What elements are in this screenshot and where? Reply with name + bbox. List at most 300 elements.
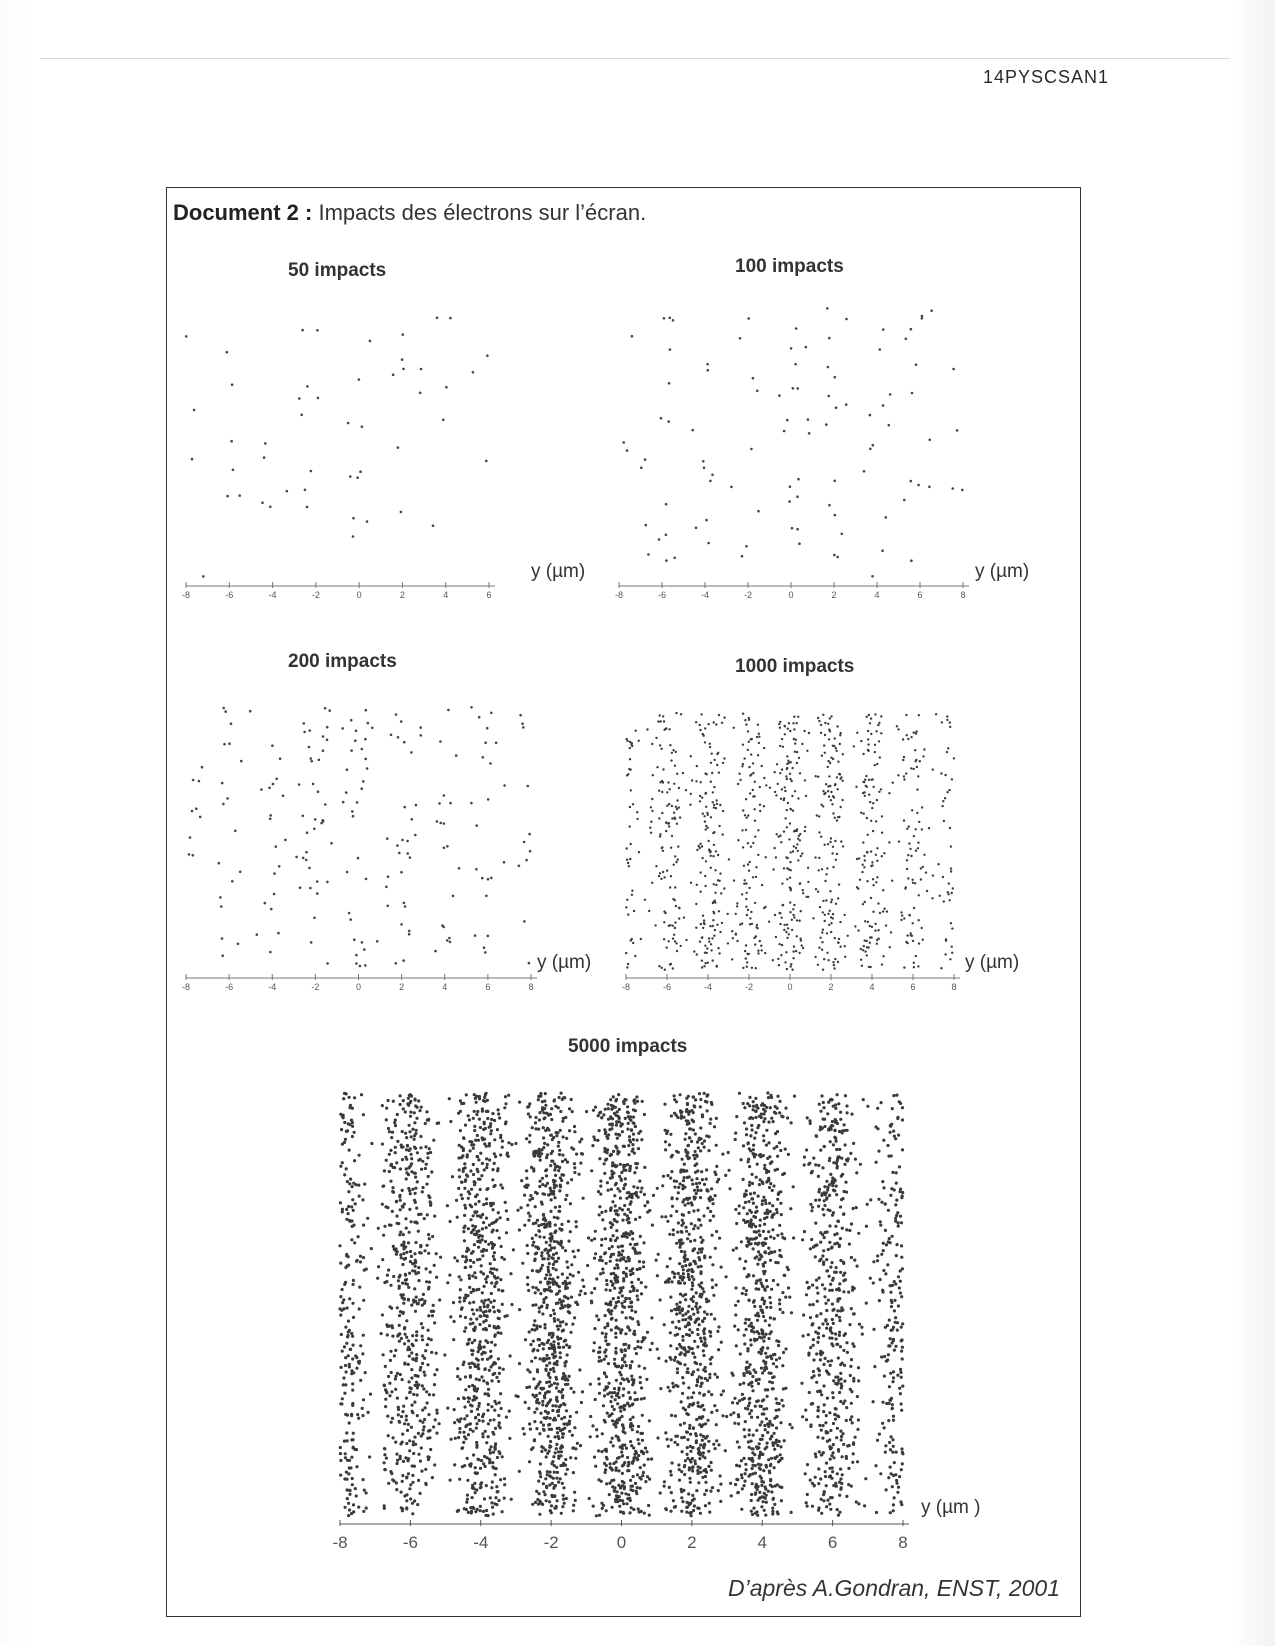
impact-dot <box>717 1489 720 1492</box>
impact-dot <box>715 1230 718 1233</box>
impact-dot <box>899 1102 902 1105</box>
impact-dot <box>339 1459 342 1462</box>
impact-dot <box>479 1509 482 1512</box>
impact-dot <box>827 959 829 961</box>
impact-dot <box>497 1414 500 1417</box>
impact-dot <box>828 924 830 926</box>
impact-dot <box>501 1455 504 1458</box>
impact-dot <box>792 950 794 952</box>
impact-dot <box>629 1423 632 1426</box>
impact-dot <box>434 1418 437 1421</box>
impact-dot <box>758 736 760 738</box>
impact-dot <box>615 1494 618 1497</box>
impact-dot <box>752 1274 755 1277</box>
impact-dot <box>695 780 697 782</box>
impact-dot <box>712 801 714 803</box>
impact-dot <box>797 478 800 481</box>
impact-dot <box>568 1129 571 1132</box>
impact-dot <box>842 1443 845 1446</box>
impact-dot <box>462 1147 465 1150</box>
impact-dot <box>615 1301 618 1304</box>
impact-dot <box>723 716 725 718</box>
impact-dot <box>835 1266 838 1269</box>
impact-dot <box>344 1281 347 1284</box>
impact-dot <box>724 1174 727 1177</box>
impact-dot <box>628 865 630 867</box>
impact-dot <box>840 1175 843 1178</box>
impact-dot <box>348 912 351 915</box>
impact-dot <box>880 732 882 734</box>
impact-dot <box>638 1260 641 1263</box>
impact-dot <box>720 892 722 894</box>
impact-dot <box>760 1104 763 1107</box>
impact-dot <box>744 719 746 721</box>
impact-dot <box>667 781 669 783</box>
impact-dot <box>470 706 473 709</box>
impact-dot <box>476 1110 479 1113</box>
impact-dot <box>637 1507 640 1510</box>
impact-dot <box>551 1353 554 1356</box>
impact-dot <box>547 1339 550 1342</box>
x-tick-label: -6 <box>662 982 672 992</box>
impact-dot <box>891 1284 894 1287</box>
impact-dot <box>424 1167 427 1170</box>
impact-dot <box>469 1169 472 1172</box>
impact-dot <box>314 818 317 821</box>
impact-dot <box>198 780 201 783</box>
impact-dot <box>485 1157 488 1160</box>
impact-dot <box>578 1140 581 1143</box>
impact-dot <box>830 1261 833 1264</box>
impact-dot <box>838 1494 841 1497</box>
impact-dot <box>759 940 761 942</box>
impact-dot <box>843 1380 846 1383</box>
impact-dot <box>536 1349 539 1352</box>
impact-dot <box>486 727 489 730</box>
impact-dot <box>320 822 323 825</box>
impact-dot <box>260 788 263 791</box>
impact-dot <box>404 905 407 908</box>
impact-dot <box>772 1498 775 1501</box>
impact-dot <box>388 1153 391 1156</box>
impact-dot <box>543 1289 546 1292</box>
impact-dot <box>747 730 749 732</box>
impact-dot <box>892 1474 895 1477</box>
impact-dot <box>349 1348 352 1351</box>
impact-dot <box>822 1249 825 1252</box>
impact-dot <box>867 738 869 740</box>
impact-dot <box>352 1371 355 1374</box>
impact-dot <box>477 1246 480 1249</box>
impact-dot <box>631 890 633 892</box>
impact-dot <box>390 1371 393 1374</box>
impact-dot <box>544 1277 547 1280</box>
impact-dot <box>630 1360 633 1363</box>
impact-dot <box>501 1510 504 1513</box>
impact-dot <box>869 722 871 724</box>
impact-dot <box>365 1491 368 1494</box>
impact-dot <box>786 1266 789 1269</box>
impact-dot <box>681 1376 684 1379</box>
impact-dot <box>692 1509 695 1512</box>
impact-dot <box>436 317 439 320</box>
impact-dot <box>869 942 871 944</box>
impact-dot <box>435 1368 438 1371</box>
impact-dot <box>784 1347 787 1350</box>
impact-dot <box>890 1435 893 1438</box>
impact-dot <box>389 1359 392 1362</box>
impact-dot <box>833 480 836 483</box>
impact-dot <box>834 376 837 379</box>
impact-dot <box>808 1391 811 1394</box>
impact-dot <box>645 524 648 527</box>
impact-dot <box>778 964 780 966</box>
impact-dot <box>539 1092 542 1095</box>
impact-dot <box>424 1349 427 1352</box>
impact-dot <box>458 1175 461 1178</box>
impact-dot <box>410 1135 413 1138</box>
impact-dot <box>742 846 744 848</box>
impact-dot <box>699 800 701 802</box>
impact-dot <box>534 1127 537 1130</box>
impact-dot <box>355 730 358 733</box>
x-tick-label: -2 <box>543 1533 559 1552</box>
impact-dot <box>666 1265 669 1268</box>
impact-dot <box>721 722 723 724</box>
impact-dot <box>874 713 876 715</box>
impact-dot <box>761 1371 764 1374</box>
impact-dot <box>489 1125 492 1128</box>
impact-dot <box>545 1381 548 1384</box>
impact-dot <box>717 854 719 856</box>
impact-dot <box>670 1473 673 1476</box>
impact-dot <box>539 1412 542 1415</box>
impact-dot <box>414 1176 417 1179</box>
impact-dot <box>718 714 720 716</box>
impact-dot <box>399 1208 402 1211</box>
impact-dot <box>498 1310 501 1313</box>
impact-dot <box>787 760 789 762</box>
impact-dot <box>703 922 705 924</box>
impact-dot <box>791 780 793 782</box>
impact-dot <box>476 1170 479 1173</box>
impact-dot <box>548 1244 551 1247</box>
impact-dot <box>952 368 955 371</box>
impact-dot <box>950 922 952 924</box>
impact-dot <box>474 1276 477 1279</box>
impact-dot <box>732 1411 735 1414</box>
impact-dot <box>826 1440 829 1443</box>
impact-dot <box>678 787 680 789</box>
impact-dot <box>401 1433 404 1436</box>
impact-dot <box>383 1447 386 1450</box>
impact-dot <box>420 1322 423 1325</box>
impact-dot <box>751 1128 754 1131</box>
impact-dot <box>808 432 811 435</box>
impact-dot <box>646 1331 649 1334</box>
impact-dot <box>527 1219 530 1222</box>
impact-dot <box>471 1341 474 1344</box>
impact-dot <box>759 1463 762 1466</box>
impact-dot <box>675 806 677 808</box>
impact-dot <box>727 1151 730 1154</box>
impact-dot <box>903 778 905 780</box>
impact-dot <box>308 746 311 749</box>
impact-dot <box>603 1326 606 1329</box>
impact-dot <box>745 1468 748 1471</box>
impact-dot <box>838 1391 841 1394</box>
impact-dot <box>545 1156 548 1159</box>
impact-dot <box>554 1435 557 1438</box>
impact-dot <box>910 855 912 857</box>
impact-dot <box>890 931 892 933</box>
impact-dot <box>339 1201 342 1204</box>
impact-dot <box>903 819 905 821</box>
impact-dot <box>431 1314 434 1317</box>
impact-dot <box>635 730 637 732</box>
impact-dot <box>640 1281 643 1284</box>
impact-dot <box>484 1514 487 1517</box>
impact-dot <box>687 1346 690 1349</box>
impact-dot <box>750 753 752 755</box>
impact-dot <box>526 1244 529 1247</box>
impact-dot <box>836 1472 839 1475</box>
impact-dot <box>396 844 399 847</box>
impact-dot <box>620 1415 623 1418</box>
impact-dot <box>711 1234 714 1237</box>
impact-dot <box>784 790 786 792</box>
impact-dot <box>471 1496 474 1499</box>
impact-dot <box>749 738 751 740</box>
impact-dot <box>696 849 698 851</box>
impact-dot <box>840 806 842 808</box>
impact-dot <box>355 962 358 965</box>
impact-dot <box>899 1500 902 1503</box>
impact-dot <box>675 861 677 863</box>
impact-dot <box>831 1214 834 1217</box>
impact-dot <box>492 1255 495 1258</box>
impact-dot <box>674 1414 677 1417</box>
impact-dot <box>264 902 267 905</box>
impact-dot <box>564 1285 567 1288</box>
impact-dot <box>554 1451 557 1454</box>
impact-dot <box>406 1429 409 1432</box>
impact-dot <box>637 1438 640 1441</box>
impact-dot <box>922 755 924 757</box>
impact-dot <box>540 1305 543 1308</box>
impact-dot <box>425 1280 428 1283</box>
impact-dot <box>626 1218 629 1221</box>
impact-dot <box>704 741 706 743</box>
impact-dot <box>834 1225 837 1228</box>
impact-dot <box>593 1341 596 1344</box>
impact-dot <box>786 878 788 880</box>
impact-dot <box>473 1271 476 1274</box>
impact-dot <box>845 1104 848 1107</box>
impact-dot <box>638 851 640 853</box>
impact-dot <box>544 1326 547 1329</box>
impact-dot <box>435 1432 438 1435</box>
impact-dot <box>636 1298 639 1301</box>
impact-dot <box>595 1277 598 1280</box>
impact-dot <box>578 1293 581 1296</box>
impact-dot <box>622 1169 625 1172</box>
impact-dot <box>730 486 733 489</box>
impact-dot <box>433 1321 436 1324</box>
impact-dot <box>822 1499 825 1502</box>
impact-dot <box>895 1171 898 1174</box>
impact-dot <box>849 1365 852 1368</box>
impact-dot <box>590 1291 593 1294</box>
impact-dot <box>453 1463 456 1466</box>
impact-dot <box>947 747 949 749</box>
impact-dot <box>755 1116 758 1119</box>
impact-dot <box>367 1411 370 1414</box>
impact-dot <box>832 1422 835 1425</box>
x-tick-label: 6 <box>486 590 492 600</box>
impact-dot <box>302 815 305 818</box>
impact-dot <box>715 1283 718 1286</box>
impact-dot <box>391 1478 394 1481</box>
impact-dot <box>663 938 665 940</box>
impact-dot <box>878 1433 881 1436</box>
impact-dot <box>748 719 750 721</box>
impact-dot <box>776 1211 779 1214</box>
impact-dot <box>562 1486 565 1489</box>
impact-dot <box>614 1165 617 1168</box>
impact-dot <box>363 1183 366 1186</box>
impact-dot <box>701 966 703 968</box>
plot-2-axis-label: y (µm) <box>975 561 1030 582</box>
impact-dot <box>700 1340 703 1343</box>
impact-dot <box>825 873 827 875</box>
impact-dot <box>876 876 878 878</box>
impact-dot <box>767 1141 770 1144</box>
impact-dot <box>821 931 823 933</box>
impact-dot <box>404 1282 407 1285</box>
impact-dot <box>422 1293 425 1296</box>
impact-dot <box>753 1155 756 1158</box>
impact-dot <box>404 1274 407 1277</box>
plot-1-title: 50 impacts <box>288 260 387 281</box>
impact-dot <box>867 946 869 948</box>
impact-dot <box>792 914 794 916</box>
impact-dot <box>704 945 706 947</box>
impact-dot <box>536 1219 539 1222</box>
impact-dot <box>493 1152 496 1155</box>
impact-dot <box>463 1239 466 1242</box>
impact-dot <box>302 857 305 860</box>
impact-dot <box>473 1110 476 1113</box>
impact-dot <box>490 1118 493 1121</box>
impact-dot <box>318 759 321 762</box>
impact-dot <box>346 768 349 771</box>
impact-dot <box>504 1102 507 1105</box>
impact-dot <box>690 755 692 757</box>
impact-dot <box>557 1141 560 1144</box>
impact-dot <box>832 795 834 797</box>
impact-dot <box>687 1268 690 1271</box>
impact-dot <box>824 1421 827 1424</box>
impact-dot <box>573 1130 576 1133</box>
impact-dot <box>945 940 947 942</box>
impact-dot <box>544 1493 547 1496</box>
impact-dot <box>428 1147 431 1150</box>
impact-dot <box>642 1261 645 1264</box>
impact-dot <box>892 1094 895 1097</box>
impact-dot <box>892 1509 895 1512</box>
impact-dot <box>829 841 831 843</box>
impact-dot <box>486 1409 489 1412</box>
impact-dot <box>615 1229 618 1232</box>
impact-dot <box>666 1174 669 1177</box>
impact-dot <box>911 879 913 881</box>
impact-dot <box>679 816 681 818</box>
impact-dot <box>275 778 278 781</box>
impact-dot <box>751 1482 754 1485</box>
impact-dot <box>688 1424 691 1427</box>
impact-dot <box>460 1193 463 1196</box>
impact-dot <box>756 1263 759 1266</box>
impact-dot <box>765 1417 768 1420</box>
impact-dot <box>188 853 191 856</box>
impact-dot <box>306 506 309 509</box>
impact-dot <box>663 921 665 923</box>
impact-dot <box>947 891 949 893</box>
impact-dot <box>820 804 822 806</box>
impact-dot <box>264 442 267 445</box>
impact-dot <box>391 1186 394 1189</box>
impact-dot <box>562 1346 565 1349</box>
impact-dot <box>879 756 881 758</box>
impact-dot <box>525 1137 528 1140</box>
impact-dot <box>779 721 781 723</box>
impact-dot <box>816 814 818 816</box>
impact-dot <box>566 1468 569 1471</box>
impact-dot <box>812 1338 815 1341</box>
impact-dot <box>718 952 720 954</box>
impact-dot <box>534 1291 537 1294</box>
impact-dot <box>804 779 806 781</box>
impact-dot <box>677 858 679 860</box>
impact-dot <box>464 1375 467 1378</box>
impact-dot <box>672 1385 675 1388</box>
impact-dot <box>899 1269 902 1272</box>
impact-dot <box>756 924 758 926</box>
impact-dot <box>637 1323 640 1326</box>
impact-dot <box>428 1237 431 1240</box>
impact-dot <box>706 773 708 775</box>
impact-dot <box>411 1188 414 1191</box>
impact-dot <box>750 1381 753 1384</box>
impact-dot <box>545 1404 548 1407</box>
impact-dot <box>460 1156 463 1159</box>
impact-dot <box>791 767 793 769</box>
impact-dot <box>497 1331 500 1334</box>
impact-dot <box>868 779 870 781</box>
impact-dot <box>748 766 750 768</box>
x-tick-label: -4 <box>268 982 277 992</box>
impact-dot <box>951 487 954 490</box>
impact-dot <box>540 1251 543 1254</box>
impact-dot <box>828 1183 831 1186</box>
impact-dot <box>394 1388 397 1391</box>
impact-dot <box>459 1417 462 1420</box>
impact-dot <box>892 1376 895 1379</box>
impact-dot <box>751 1457 754 1460</box>
impact-dot <box>339 1474 342 1477</box>
impact-dot <box>779 1149 782 1152</box>
